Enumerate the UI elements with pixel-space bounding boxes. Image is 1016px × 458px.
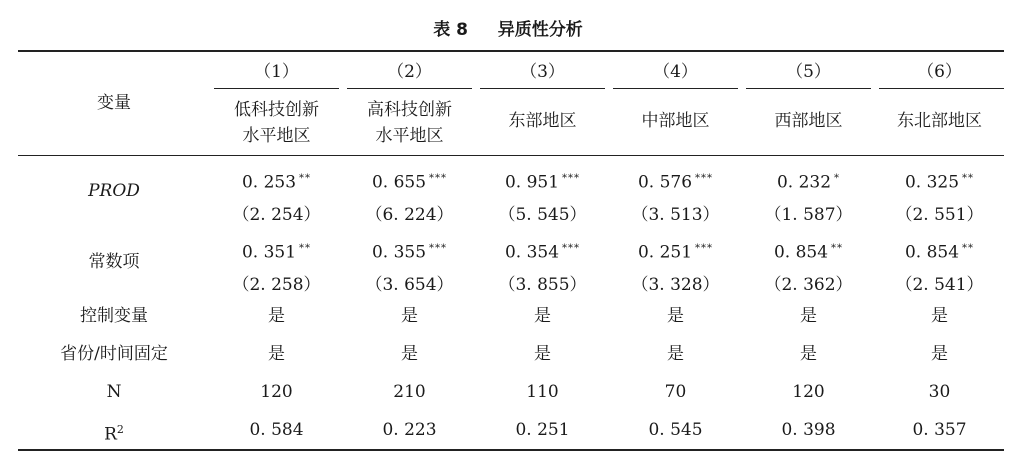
- col-label-1-line1: 低科技创新: [234, 100, 319, 120]
- row-label-text: 省份/时间固定: [60, 344, 168, 364]
- coef-cell-r0-c2: [343, 169, 476, 225]
- coef-value: [210, 169, 343, 193]
- significance-stars: ***: [695, 243, 714, 254]
- value-cell-r4-c2: 210: [393, 382, 426, 402]
- coef-number: 0. 854: [773, 242, 829, 263]
- coef-value: [875, 169, 1004, 193]
- header-variable: 变量: [97, 93, 131, 113]
- coef-number: 0. 951: [504, 172, 560, 193]
- col-label-2-line1: 高科技创新: [367, 100, 452, 120]
- t-statistic: （3. 654）: [365, 274, 454, 295]
- coef-value: [210, 239, 343, 263]
- coef-cell-r1-c2: [343, 239, 476, 295]
- coef-cell-r0-c5: [742, 169, 875, 225]
- coef-cell-r0-c4: [609, 169, 742, 225]
- coef-number: 0. 351: [241, 242, 297, 263]
- row-label-text: R: [104, 424, 117, 445]
- col-number-3: （3）: [520, 62, 565, 82]
- subrule-6: [879, 88, 1004, 89]
- t-statistic: （2. 258）: [232, 274, 321, 295]
- value-cell-r5-c2: 0. 223: [382, 420, 437, 440]
- coef-value: [875, 239, 1004, 263]
- subrule-4: [613, 88, 738, 89]
- top-rule: [18, 50, 1004, 52]
- coef-cell-r0-c3: [476, 169, 609, 225]
- value-cell-r3-c2: 是: [401, 344, 418, 364]
- value-cell-r2-c3: 是: [534, 306, 551, 326]
- t-statistic: （2. 551）: [895, 204, 984, 225]
- significance-stars: ***: [562, 243, 581, 254]
- value-cell-r4-c6: 30: [928, 382, 951, 402]
- coef-cell-r1-c5: [742, 239, 875, 295]
- t-statistic: （2. 362）: [764, 274, 853, 295]
- subrule-3: [480, 88, 605, 89]
- significance-stars: **: [299, 243, 312, 254]
- significance-stars: **: [831, 243, 844, 254]
- col-label-2: [343, 97, 476, 149]
- col-label-2-line2: 水平地区: [375, 126, 444, 146]
- significance-stars: **: [962, 173, 975, 184]
- row-label-superscript: 2: [116, 423, 124, 436]
- t-statistic: （6. 224）: [365, 204, 454, 225]
- coef-number: 0. 253: [241, 172, 297, 193]
- value-cell-r2-c4: 是: [667, 306, 684, 326]
- col-label-4: 中部地区: [641, 111, 710, 131]
- value-cell-r4-c1: 120: [260, 382, 293, 402]
- significance-stars: ***: [695, 173, 714, 184]
- coef-value: [609, 169, 742, 193]
- coef-cell-r1-c4: [609, 239, 742, 295]
- subrule-5: [746, 88, 871, 89]
- col-label-1-line2: 水平地区: [242, 126, 311, 146]
- value-cell-r2-c2: 是: [401, 306, 418, 326]
- coef-number: 0. 354: [504, 242, 560, 263]
- value-cell-r5-c4: 0. 545: [648, 420, 703, 440]
- col-number-2: （2）: [387, 62, 432, 82]
- table-caption: 异质性分析: [497, 20, 583, 40]
- coef-value: [343, 169, 476, 193]
- value-cell-r3-c5: 是: [800, 344, 817, 364]
- value-cell-r5-c3: 0. 251: [515, 420, 570, 440]
- coef-cell-r1-c3: [476, 239, 609, 295]
- t-statistic: （3. 513）: [631, 204, 720, 225]
- coef-cell-r0-c1: [210, 169, 343, 225]
- value-cell-r3-c4: 是: [667, 344, 684, 364]
- col-label-1: [210, 97, 343, 149]
- value-cell-r5-c1: 0. 584: [249, 420, 304, 440]
- value-cell-r2-c1: 是: [268, 306, 285, 326]
- value-cell-r3-c6: 是: [931, 344, 948, 364]
- significance-stars: **: [962, 243, 975, 254]
- coef-number: 0. 232: [776, 172, 832, 193]
- significance-stars: **: [299, 173, 312, 184]
- value-cell-r5-c5: 0. 398: [781, 420, 836, 440]
- coef-cell-r1-c1: [210, 239, 343, 295]
- t-statistic: （2. 541）: [895, 274, 984, 295]
- value-cell-r5-c6: 0. 357: [912, 420, 967, 440]
- coef-value: [343, 239, 476, 263]
- col-label-3: 东部地区: [508, 111, 577, 131]
- coef-number: 0. 355: [371, 242, 427, 263]
- row-label-2: [18, 306, 210, 326]
- coef-number: 0. 854: [904, 242, 960, 263]
- coef-number: 0. 576: [637, 172, 693, 193]
- header-bottom-rule: [18, 155, 1004, 156]
- col-number-6: （6）: [917, 62, 962, 82]
- t-statistic: （3. 855）: [498, 274, 587, 295]
- coef-number: 0. 251: [637, 242, 693, 263]
- bottom-rule: [18, 449, 1004, 451]
- subrule-2: [347, 88, 472, 89]
- value-cell-r4-c4: 70: [664, 382, 687, 402]
- significance-stars: *: [834, 173, 841, 184]
- coef-value: [609, 239, 742, 263]
- t-statistic: （1. 587）: [764, 204, 853, 225]
- value-cell-r2-c5: 是: [800, 306, 817, 326]
- row-label-prod: PROD: [88, 181, 140, 201]
- row-label-text: 控制变量: [80, 306, 148, 326]
- col-label-6: 东北部地区: [897, 111, 982, 131]
- coef-value: [476, 169, 609, 193]
- row-label-constant: 常数项: [88, 252, 140, 272]
- row-label-3: [18, 344, 210, 364]
- value-cell-r3-c1: 是: [268, 344, 285, 364]
- value-cell-r4-c5: 120: [792, 382, 825, 402]
- value-cell-r4-c3: 110: [526, 382, 559, 402]
- value-cell-r2-c6: 是: [931, 306, 948, 326]
- t-statistic: （3. 328）: [631, 274, 720, 295]
- row-label-text: N: [106, 382, 122, 402]
- coef-cell-r0-c6: [875, 169, 1004, 225]
- significance-stars: ***: [429, 173, 448, 184]
- col-label-5: 西部地区: [774, 111, 843, 131]
- value-cell-r3-c3: 是: [534, 344, 551, 364]
- col-number-5: （5）: [786, 62, 831, 82]
- t-statistic: （2. 254）: [232, 204, 321, 225]
- coef-number: 0. 655: [371, 172, 427, 193]
- coef-value: [476, 239, 609, 263]
- coef-number: 0. 325: [904, 172, 960, 193]
- table-number: 表 8: [433, 20, 468, 40]
- significance-stars: ***: [562, 173, 581, 184]
- coef-value: [742, 169, 875, 193]
- col-number-4: （4）: [653, 62, 698, 82]
- coef-value: [742, 239, 875, 263]
- row-label-4: [18, 382, 210, 402]
- subrule-1: [214, 88, 339, 89]
- row-label-r2: [18, 420, 210, 445]
- significance-stars: ***: [429, 243, 448, 254]
- col-number-1: （1）: [254, 62, 299, 82]
- coef-cell-r1-c6: [875, 239, 1004, 295]
- t-statistic: （5. 545）: [498, 204, 587, 225]
- table-title: [0, 15, 1016, 40]
